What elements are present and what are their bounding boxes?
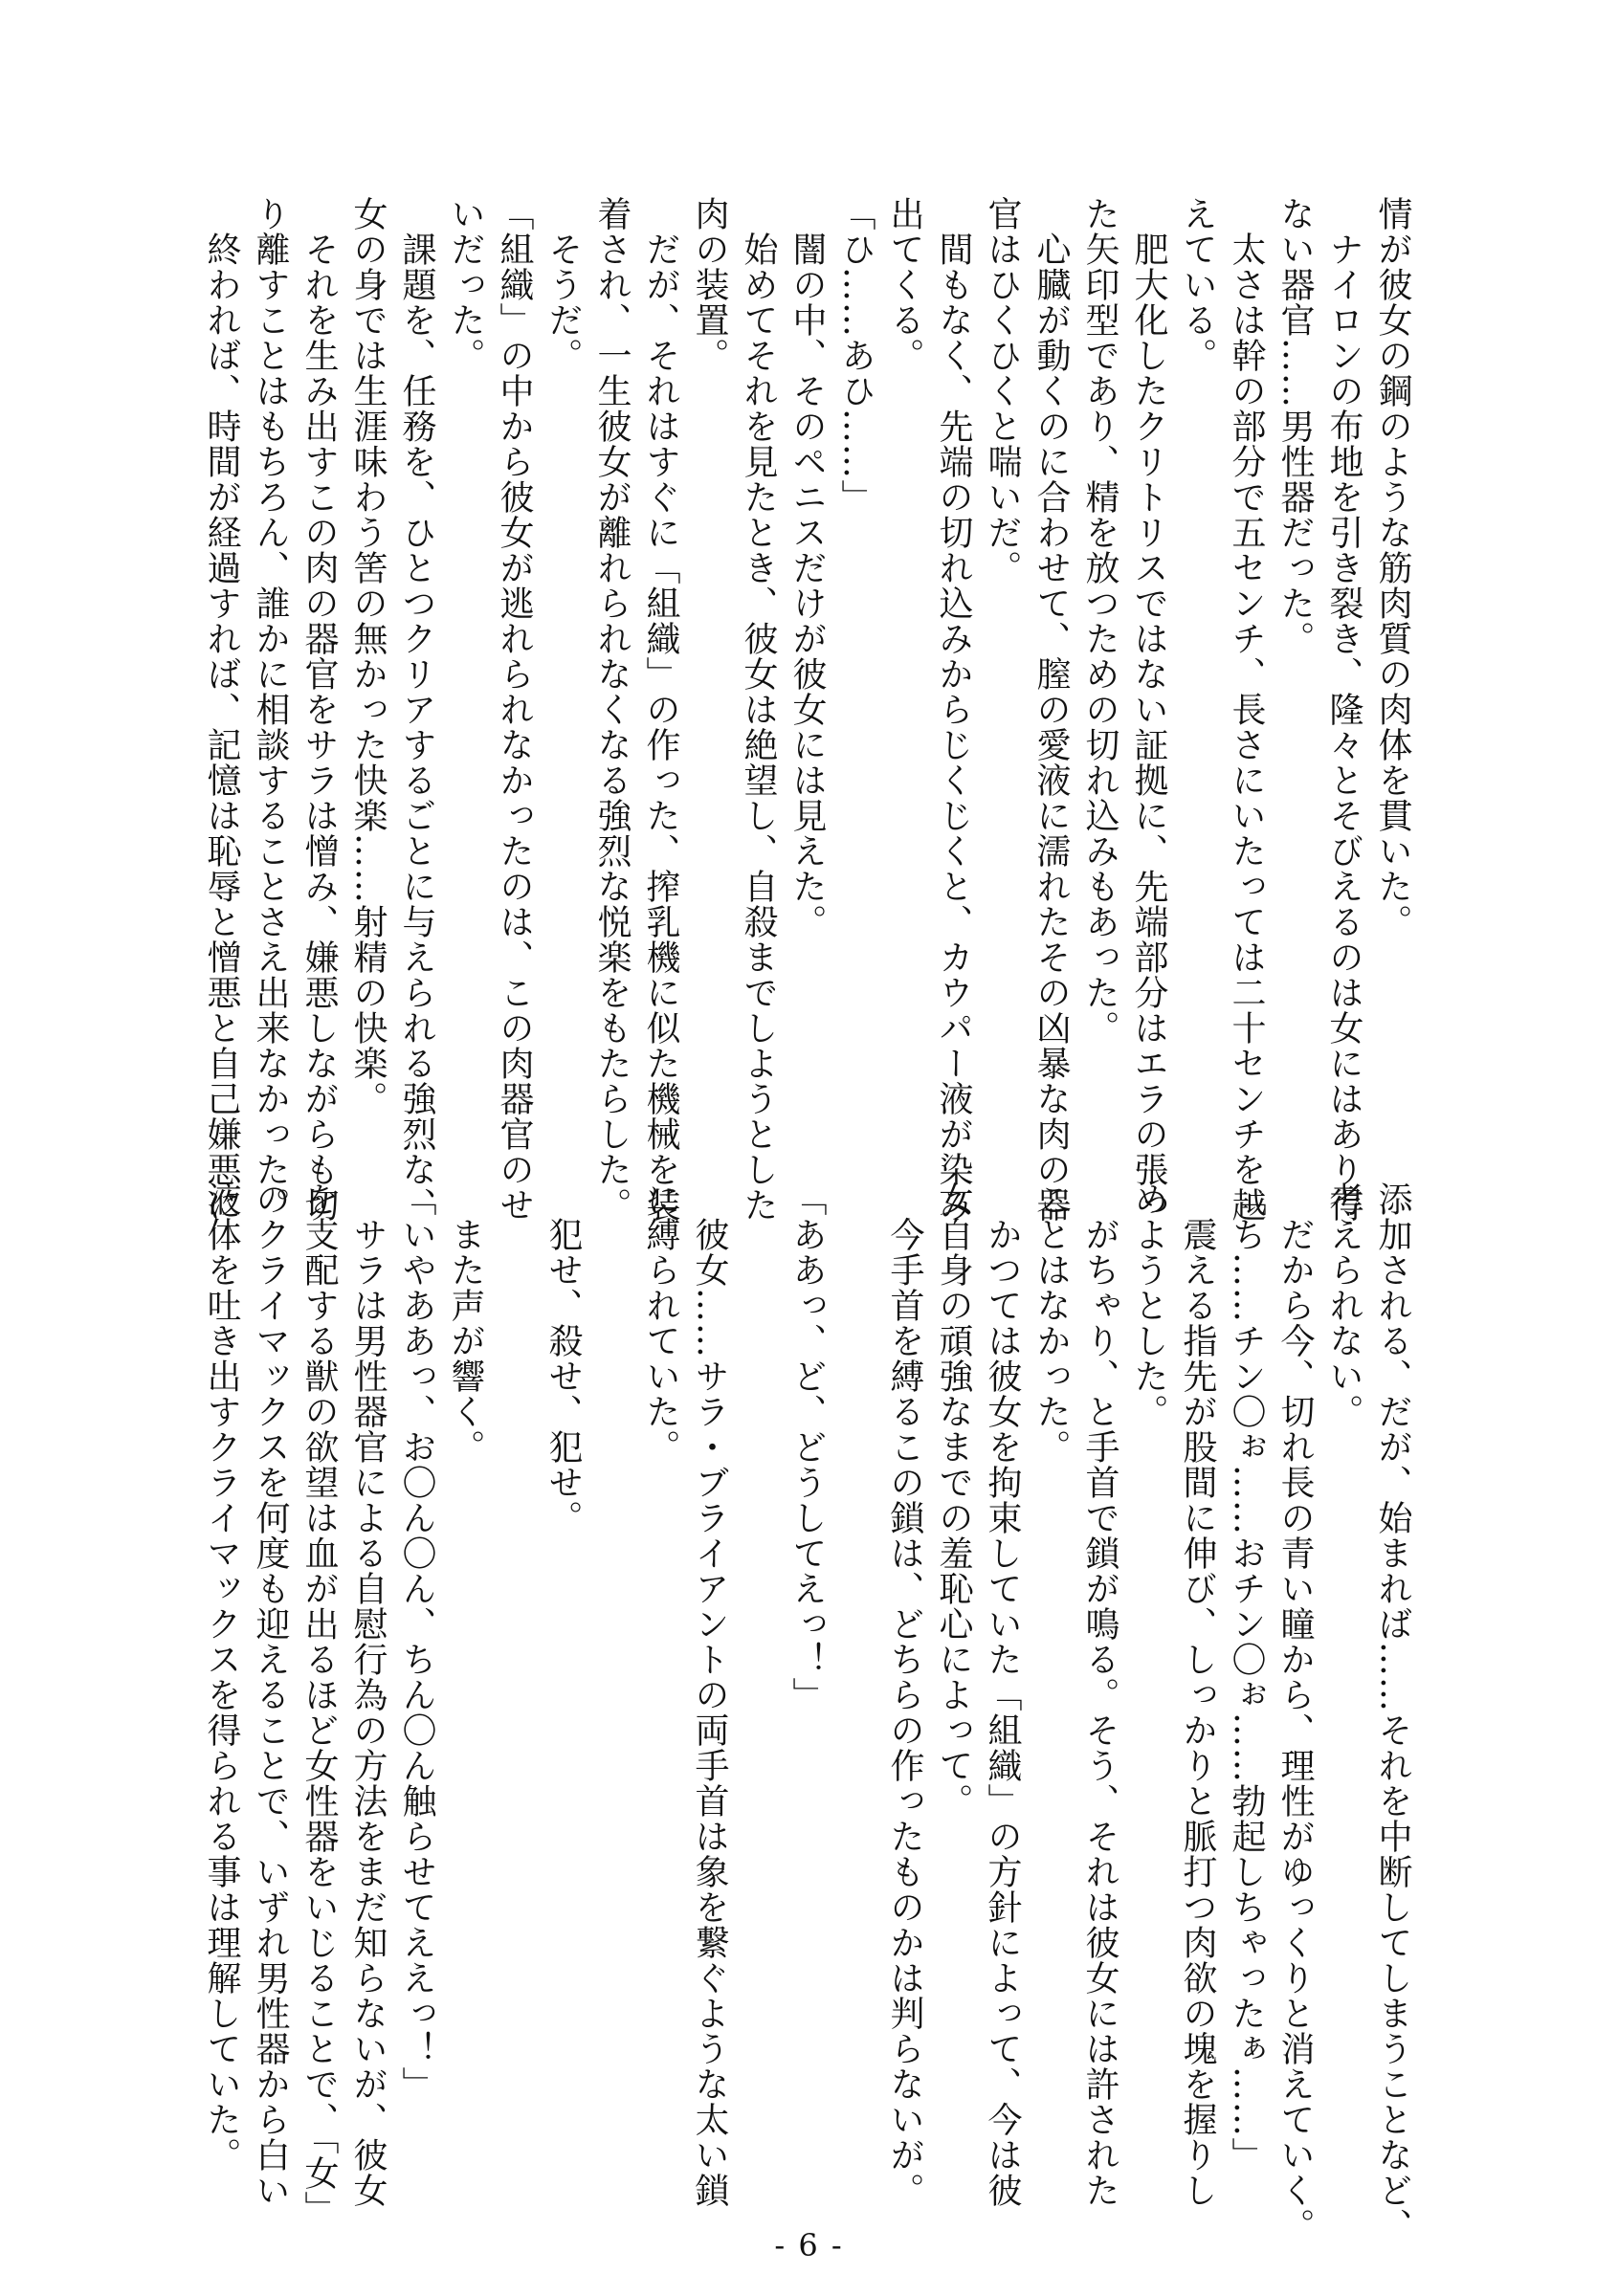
text-line: 始めてそれを見たとき、彼女は絶望し、自殺までしようとした: [739, 196, 778, 1223]
text-line: 「いやああっ、お〇ん〇ん、ちん〇ん触らせてええっ！」: [397, 1181, 436, 2102]
text-line: 女自身の頑強なまでの羞恥心によって。: [934, 1181, 973, 1819]
text-line: えている。: [1178, 196, 1217, 373]
text-line: 肥大化したクリトリスではない証拠に、先端部分はエラの張っ: [1129, 196, 1168, 1223]
text-line: 心臓が動くのに合わせて、膣の愛液に濡れたその凶暴な肉の器: [1031, 196, 1071, 1223]
text-line: それを生み出すこの肉の器官をサラは憎み、嫌悪しながらも切: [299, 196, 339, 1223]
text-line: いだった。: [446, 196, 485, 373]
text-line: ナイロンの布地を引き裂き、隆々とそびえるのは女にはあり得: [1324, 196, 1363, 1223]
text-line: に縛られていた。: [641, 1181, 680, 1465]
text-line: がちゃり、と手首で鎖が鳴る。そう、それは彼女には許された: [1080, 1181, 1119, 2208]
text-line: 震える指先が股間に伸び、しっかりと脈打つ肉欲の塊を握りし: [1178, 1181, 1217, 2208]
text-line: 考えられない。: [1324, 1181, 1363, 1429]
text-line: のクライマックスを何度も迎えることで、いずれ男性器から白い: [251, 1181, 290, 2208]
text-line: かつては彼女を拘束していた「組織」の方針によって、今は彼: [983, 1181, 1022, 2208]
text-line: そうだ。: [543, 196, 583, 373]
text-line: ない器官……男性器だった。: [1275, 196, 1315, 656]
text-line: 「ああっ、ど、どうしてえっ！」: [787, 1181, 827, 1712]
text-line: 女の身では生涯味わう筈の無かった快楽……射精の快楽。: [348, 196, 388, 1116]
text-line: [734, 1181, 783, 2100]
text-line: 課題を、任務を、ひとつクリアするごとに与えられる強烈な、: [397, 196, 436, 1223]
text-line: 出てくる。: [885, 196, 924, 373]
text-line: た矢印型であり、精を放つための切れ込みもあった。: [1080, 196, 1119, 1046]
text-line: [587, 1181, 636, 2100]
text-line: 肉の装置。: [690, 196, 729, 373]
text-line: り離すことはもちろん、誰かに相談することさえ出来なかった。: [251, 196, 290, 1223]
text-line: サラは男性器官による自慰行為の方法をまだ知らないが、彼女: [348, 1181, 388, 2208]
text-line: 太さは幹の部分で五センチ、長さにいたっては二十センチを越: [1227, 196, 1266, 1223]
text-line: 液体を吐き出すクライマックスを得られる事は理解していた。: [202, 1181, 241, 2173]
text-line: ことはなかった。: [1031, 1181, 1071, 1465]
text-line: また声が響く。: [446, 1181, 485, 1465]
text-line: 着され、一生彼女が離れられなくなる強烈な悦楽をもたらした。: [592, 196, 632, 1223]
text-line: 終われば、時間が経過すれば、記憶は恥辱と憎悪と自己嫌悪に: [202, 196, 241, 1223]
text-line: 「ち……チン〇ぉ……おチン〇ぉ……勃起しちゃったぁ……」: [1227, 1181, 1266, 2173]
text-line: だから今、切れ長の青い瞳から、理性がゆっくりと消えていく。: [1275, 1181, 1315, 2243]
text-line: 間もなく、先端の切れ込みからじくじくと、カウパー液が染み: [934, 196, 973, 1223]
text-line: だが、それはすぐに「組織」の作った、搾乳機に似た機械を装: [641, 196, 680, 1223]
text-line: を支配する獣の欲望は血が出るほど女性器をいじることで、「女」: [299, 1181, 339, 2226]
text-line: [490, 1181, 539, 2100]
text-line: 「ひ……あひ……」: [836, 196, 875, 515]
text-line: 情が彼女の鋼のような筋肉質の肉体を貫いた。: [1373, 196, 1412, 939]
text-line: 今手首を縛るこの鎖は、どちらの作ったものかは判らないが。: [885, 1181, 924, 2208]
text-line: 闇の中、そのペニスだけが彼女には見えた。: [787, 196, 827, 939]
text-line: [831, 1181, 880, 2100]
text-line: めようとした。: [1129, 1181, 1168, 1429]
text-line: 官はひくひくと喘いだ。: [983, 196, 1022, 585]
text-line: 「組織」の中から彼女が逃れられなかったのは、この肉器官のせ: [495, 196, 534, 1223]
text-line: 犯せ、殺せ、犯せ。: [543, 1181, 583, 1535]
text-line: 彼女……サラ・ブライアントの両手首は象を繋ぐような太い鎖: [690, 1181, 729, 2208]
lower-text-block: [197, 1181, 1417, 2243]
text-line: 添加される、だが、始まれば……それを中断してしまうことなど、: [1373, 1181, 1412, 2243]
page-number: - 6 -: [774, 2227, 844, 2263]
upper-text-block: [197, 196, 1417, 1223]
